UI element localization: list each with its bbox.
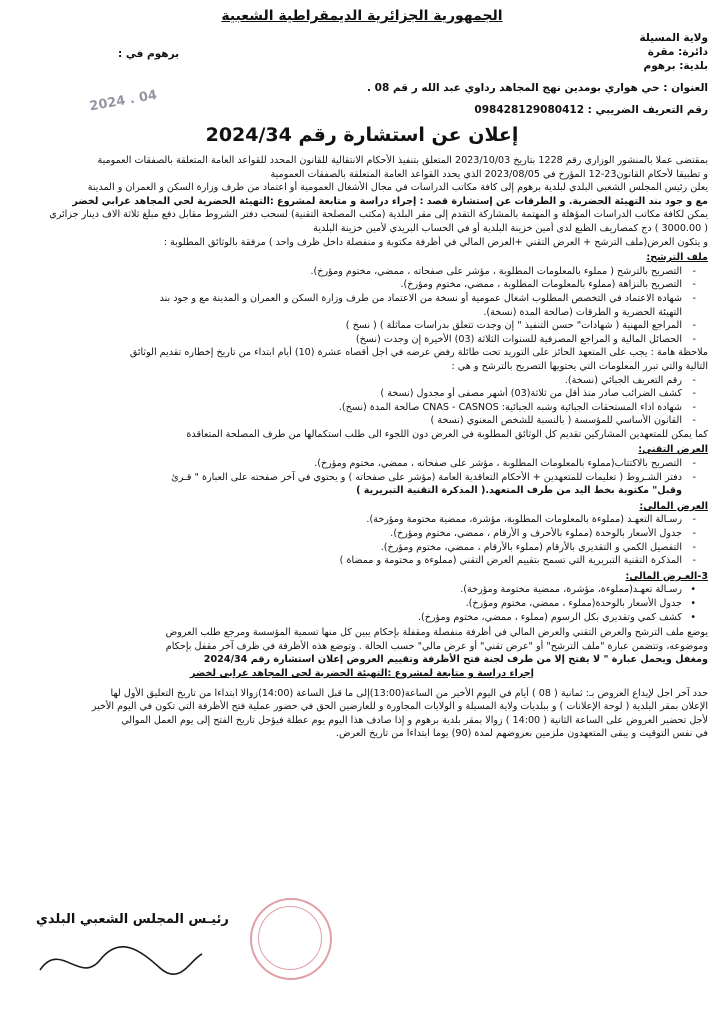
closing-line: الإعلان بمقر البلدية ( لوحة الإعلانات ) و ببلديات ولاية المسيلة و الولايات المجاورة و للعارضين الحق في حضور عملية فتح الأظرفة التي تكون في اليوم الأخير [91, 701, 708, 713]
address-label: العنوان : حي هواري بومدين نهج المجاهد رداوي عبد الله ر قم 08 . [367, 82, 708, 94]
technical-heading: العرض التقني: [638, 444, 708, 456]
place-date-label: برهوم في : [118, 48, 180, 60]
closing-line: في نفس التوقيت و يبقى المتعهدون ملزمين بعروضهم لمدة (90) يوما ابتداءا من تاريخ العرض. [335, 728, 708, 740]
financial-item-2: • رسـالة تعهـد(مملوءة، مؤشرة، ممضية مختومة ومؤرخة). [16, 583, 708, 597]
candidacy-item: - التصريح بالنزاهة (مملوء بالمعلومات المطلوبة ، ممضي، مختوم ومؤرخ). [16, 278, 708, 292]
signature-title: رئيـس المجلس الشعبي البلدي [36, 912, 229, 927]
financial-item: - المذكرة التقنية التبريرية التي تسمح بتقييم العرض التقني (مملوءة و مختومة و ممضاة ) [16, 554, 708, 568]
daira-label: دائرة: مقرة [647, 46, 708, 58]
announcement-body [16, 154, 708, 741]
intro-line: يعلن رئيس المجلس الشعبي البلدي لبلدية برهوم إلى كافة مكاتب الدراسات في مجال الأشغال العمومية أو اعتماد من طرف وزارة السكن و العمران و المدينة [87, 182, 708, 194]
required-doc: - شهادة اداء المستحقات الجبائية وشبه الجبائية: CNAS - CASNOS صالحة المدة (نسخ). [16, 401, 708, 415]
republic-header: الجمهورية الجزائرية الديمقراطية الشعبية [221, 8, 503, 24]
financial-item-2: • جدول الأسعار بالوحدة(مملوء ، ممضي، مختوم ومؤرخ). [16, 597, 708, 611]
candidacy-item: - المراجع المهنية ( شهادات" حسن التنفيذ " إن وجدت تتعلق بدراسات مماثلة ) ( نسخ ) [16, 319, 708, 333]
intro-line: ( 3000.00 ) دج كمصاريف الطبع لدى أمين خزينة البلدية أو في الحساب البريدي لأمين خزينة البلدية [313, 222, 708, 234]
candidacy-item: - الحصائل المالية و المراجع المصرفية للسنوات الثلاثة (03) الأخيرة إن وجدت (نسخ) [16, 333, 708, 347]
candidacy-item: - شهادة الاعتماد في التخصص المطلوب اشغال عمومية أو نسخة من الاعتماد من طرف وزارة السكن و العمران و المدينة مع و جود بند [16, 292, 708, 306]
closing-line: وموضوعه، وتتضمن عبارة "ملف الترشح" أو "عرض تقني" أو عرض مالي" حسب الحالة . وتوضع هذه الأظرفة في ظرف آخر مقفل بإحكام [165, 640, 708, 652]
financial-item: - التفصيل الكمي و التقديري بالأرقام (مملوء بالأرقام ، ممضي، مختوم ومؤرخ). [16, 541, 708, 555]
intro-line: مع و جود بند التهيئة الحضرية. و الطرقات عن إستشارة قصد : إجراء دراسة و متابعة لمشروع :التهيئة الحضرية لحي المجاهد غرابي لخضر [72, 195, 708, 207]
required-doc: - كشف الضرائب صادر منذ أقل من ثلاثة(03) أشهر مصفى أو مجدول (نسخة ) [16, 387, 708, 401]
technical-item: - التصريح بالاكتتاب(مملوء بالمعلومات المطلوبة ، مؤشر على صفحاته ، ممضي، مختوم ومؤرخ). [16, 457, 708, 471]
important-note: كما يمكن للمتعهدين المشاركين تقديم كل الوثائق المطلوبة في العرض دون اللجوء الى طلب استكمالها من طرف المصلحة المتعاقدة [186, 428, 708, 440]
closing-line: لأجل تحضير العروض على الساعة الثانية ( 14:00 ) زوالا بمقر بلدية برهوم و إذا صادف هذا اليوم يوم عطلة فيؤجل تاريخ الفتح إلى يوم العمل الموالي [121, 714, 708, 726]
financial-item-2: • كشف كمي وتقديري بكل الرسوم (مملوء ، ممضي، مختوم ومؤرخ). [16, 611, 708, 625]
required-doc: - القانون الأساسي للمؤسسة ( بالنسبة للشخص المعنوي (نسخة ) [16, 414, 708, 428]
intro-line: و يتكون العرض(ملف الترشح + العرض التقني +العرض المالي في أظرفة مكتوبة و منفصلة داخل ظرف واحد ) مرفقة بالوثائق المطلوبة : [163, 236, 708, 248]
wilaya-label: ولاية المسيلة [639, 32, 708, 44]
technical-item-continued: وقبل" مكتوبة بخط اليد من طرف المتعهد.( المذكرة التقنية التبريرية ) [356, 485, 682, 497]
closing-line: ومغفل ويحمل عبارة " لا يفتح إلا من طرف لجنة فتح الأظرفة وتقييم العروض إعلان استشارة رقم 2024/34 [203, 654, 708, 666]
candidacy-item-continued: التهيئة الحضرية و الطرقات (صالحة المدة (نسخة). [483, 306, 682, 318]
financial-heading: العرض المالي: [639, 500, 708, 512]
important-note: التالية والتي تبرر المعلومات التي يحتويها التصريح بالترشح و هي : [451, 360, 708, 372]
tax-id-label: رقم التعريف الضريبي : 098428129080412 [474, 104, 708, 116]
announcement-title: إعلان عن استشارة رقم 2024/34 [205, 124, 519, 146]
commune-label: بلدية: برهوم [643, 60, 708, 72]
financial-heading-2: 3-العـرض المالي: [625, 570, 708, 582]
date-stamp: 2024 . 04 [88, 87, 159, 115]
candidacy-heading: ملف الترشح: [646, 252, 708, 264]
intro-line: و تطبيقا لأحكام القانون23-12 المؤرخ في 2023/08/05 الذي يحدد القواعد العامة المتعلقة بالصفقات العمومية [270, 168, 708, 180]
important-note: ملاحظة هامة : يجب على المتعهد الحائز على التوريد تحت طائلة رفض عرضه في اجل أقصاه عشرة (10) أيام ابتداء من تاريخ إخطاره تقديم الوثائق [129, 347, 708, 359]
required-doc: - رقم التعريف الجبائي (نسخة). [16, 374, 708, 388]
signature-mark [30, 930, 210, 990]
closing-line: يوضع ملف الترشح والعرض التقني والعرض المالي في أظرفة منفصلة ومقفلة بإحكام يبين كل منها تسمية المؤسسة ومرجع طلب العروض [165, 627, 708, 639]
financial-item: - رسـالة التعهـد (مملوءة بالمعلومات المطلوبة، مؤشرة، ممضية مختومة ومؤرخة). [16, 513, 708, 527]
intro-line: يمكن لكافة مكاتب الدراسات المؤهلة و المهتمة بالمشاركة التقدم إلى مقر البلدية (مكتب المصلحة التقنية) لسحب دفتر الشروط مقابل دفع مبلغ ثلاثة الاف دينار جزائري [49, 209, 708, 221]
candidacy-item: - التصريح بالترشح ( مملوء بالمعلومات المطلوبة ، مؤشر على صفحاته ، ممضي، مختوم ومؤرخ). [16, 265, 708, 279]
closing-project-line: إجراء دراسة و متابعة لمشروع :التهيئة الحضرية لحي المجاهد غرابي لخضر [190, 667, 534, 679]
intro-line: بمقتضى عملا بالمنشور الوزاري رقم 1228 بتاريخ 2023/10/03 المتعلق بتنفيذ الأحكام الانتقالية للقانون المحدد للقواعد العامة المتعلقة بالصفقات العمومية [97, 155, 708, 166]
financial-item: - جدول الأسعار بالوحدة (مملوء بالأحرف و الأرقام ، ممضي، مختوم ومؤرخ). [16, 527, 708, 541]
technical-item: - دفتر الشـروط ( تعليمات للمتعهدين + الأحكام التعاقدية العامة (مؤشر على صفحاته ) و يحتوي في آخر صفحته على العبارة " قـرئ [16, 471, 708, 485]
official-stamp-inner [258, 906, 322, 970]
closing-line: حدد آخر اجل لإيداع العروض بـ: ثمانية ( 08 ) أيام في اليوم الأخير من الساعة(13:00)إلى ما قبل الساعة (14:00)زوالا ابتداءا من تاريخ التعليق الأول لها [110, 687, 708, 699]
